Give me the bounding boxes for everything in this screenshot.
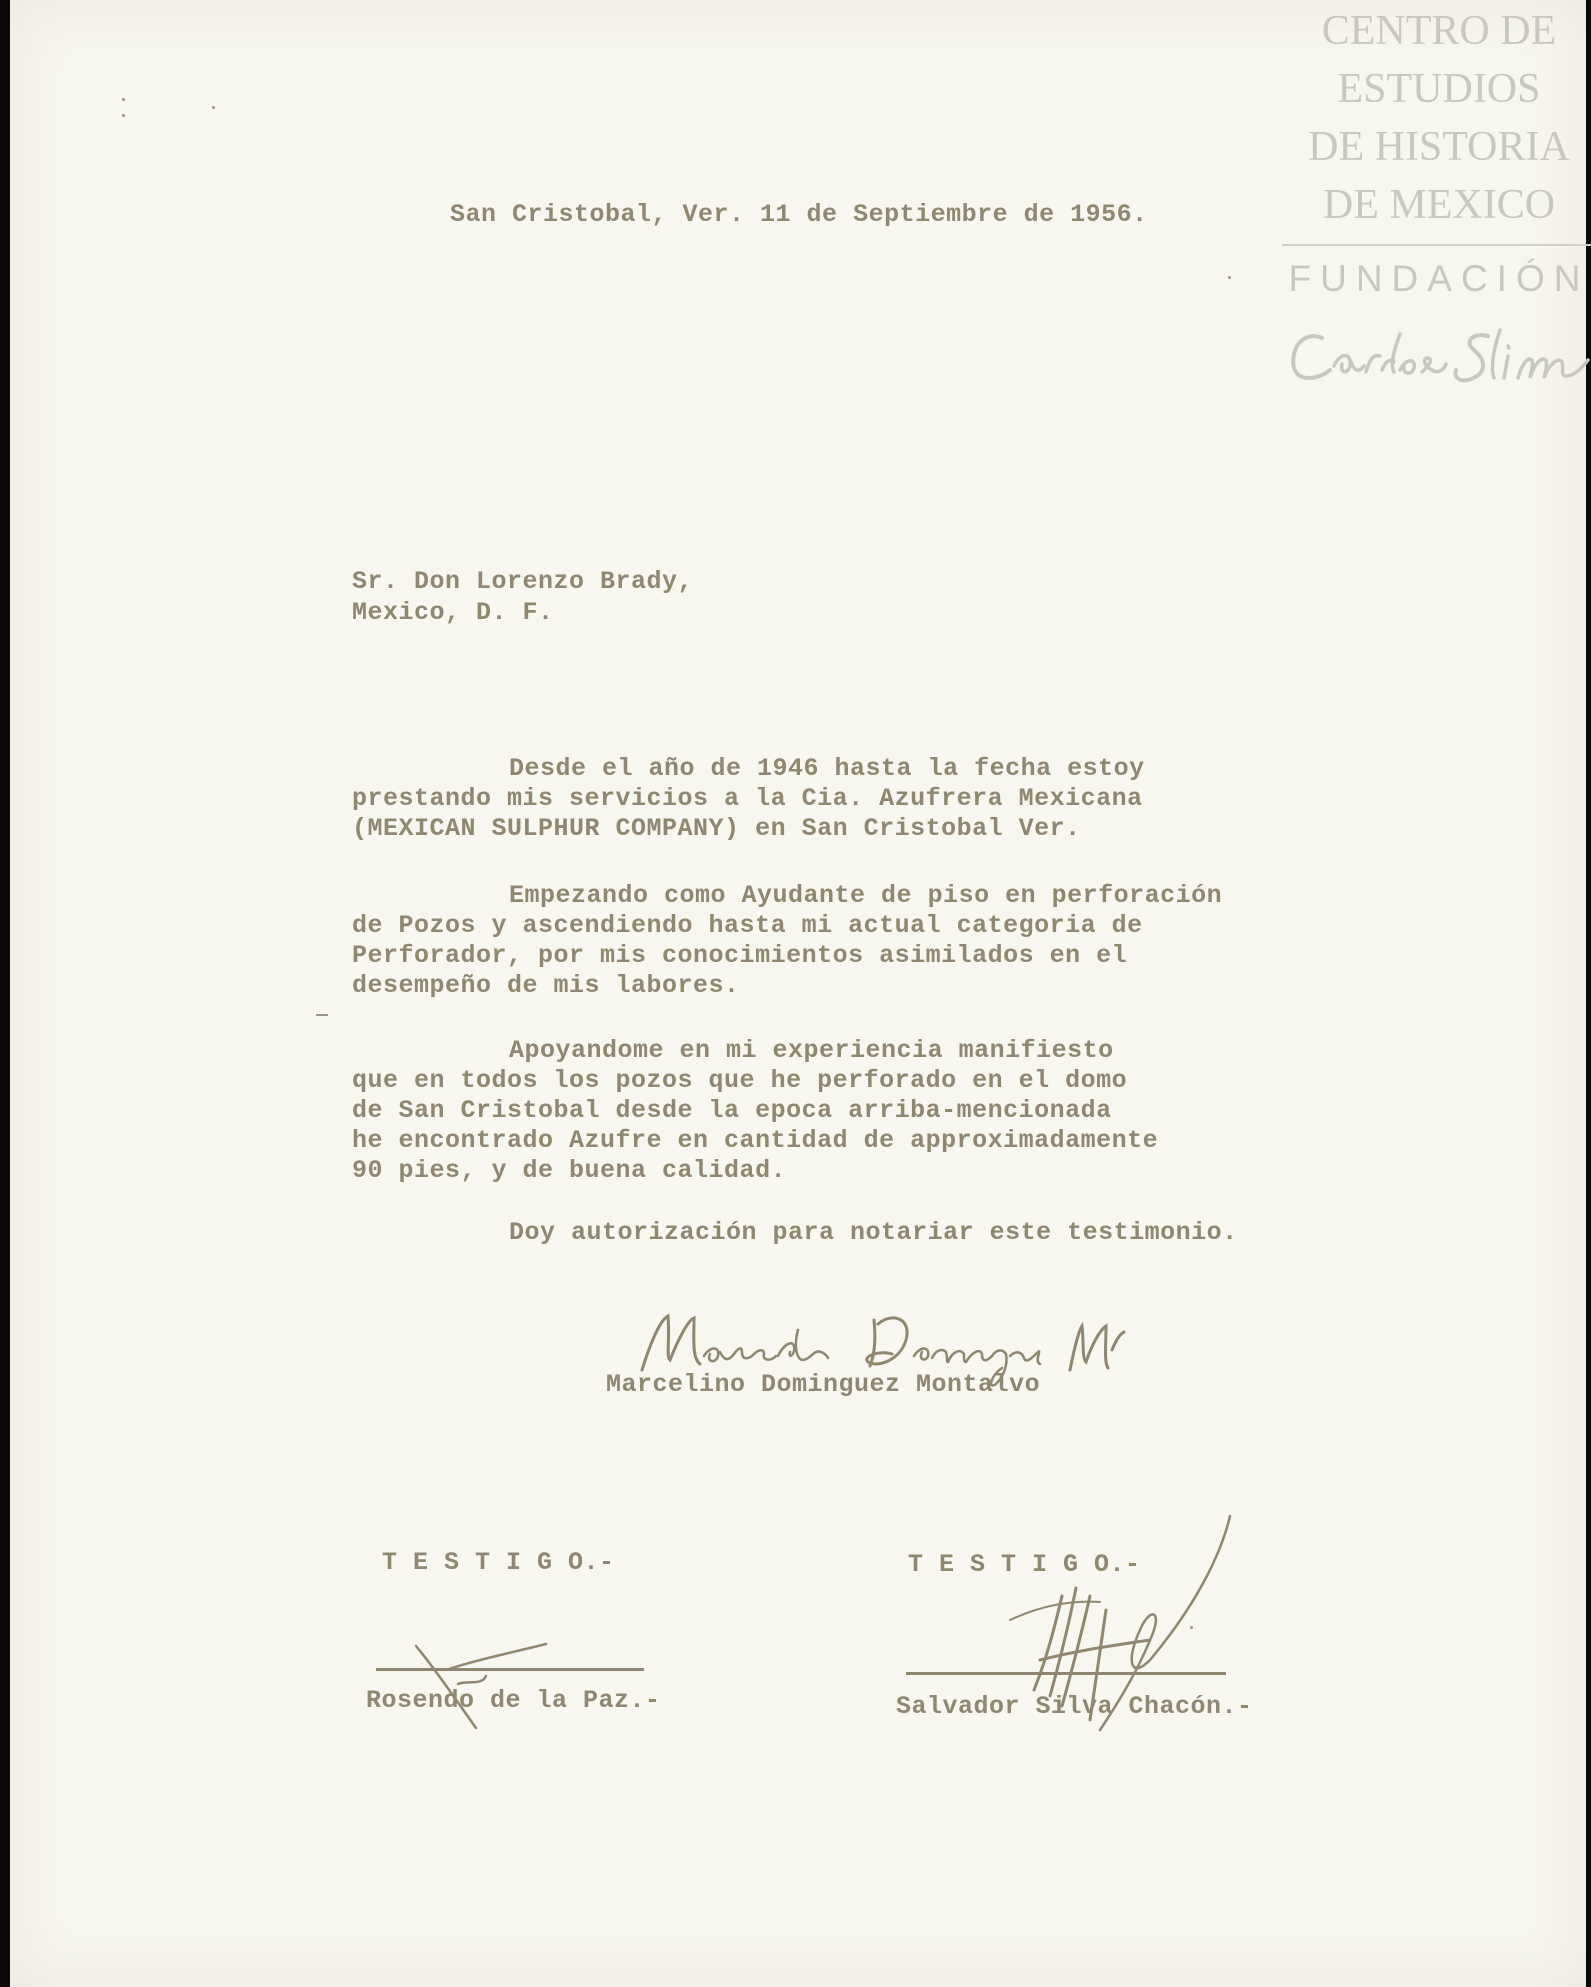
recipient-name: Sr. Don Lorenzo Brady, (352, 567, 694, 596)
paragraph-line: de Pozos y ascendiendo hasta mi actual categoria de (352, 911, 1143, 940)
letter-dateline: San Cristobal, Ver. 11 de Septiembre de 1956. (450, 200, 1148, 229)
watermark-line: CENTRO DE (1321, 8, 1557, 54)
paragraph-line: Desde el año de 1946 hasta la fecha estoy (509, 754, 1145, 783)
archive-watermark (1282, 0, 1591, 395)
paragraph-line: de San Cristobal desde la epoca arriba-mencionada (352, 1096, 1112, 1125)
document-page (10, 0, 1590, 1987)
letter-paragraph (352, 1218, 1238, 1248)
witness-label: T E S T I G O.- (908, 1550, 1141, 1579)
paragraph-line: Perforador, por mis conocimientos asimilados en el (352, 941, 1128, 970)
witness-typed-name: Rosendo de la Paz.- (366, 1686, 661, 1715)
recipient-city: Mexico, D. F. (352, 598, 554, 627)
signatory-typed-name: Marcelino Dominguez Montalvo (606, 1370, 1041, 1399)
paragraph-line: que en todos los pozos que he perforado en el domo (352, 1066, 1128, 1095)
letter-paragraph (352, 881, 1222, 1001)
paper-speck (122, 114, 125, 117)
paragraph-line: Empezando como Ayudante de piso en perforación (509, 881, 1223, 910)
paper-speck (316, 1014, 328, 1016)
paragraph-line: (MEXICAN SULPHUR COMPANY) en San Cristobal Ver. (352, 814, 1081, 843)
paragraph-line: desempeño de mis labores. (352, 971, 740, 1000)
paper-speck (212, 106, 215, 109)
watermark-line: DE HISTORIA (1308, 124, 1570, 170)
letter-paragraph (352, 754, 1145, 844)
watermark-divider (1282, 244, 1591, 246)
watermark-line: DE MEXICO (1322, 182, 1556, 228)
paragraph-line: prestando mis servicios a la Cia. Azufrera Mexicana (352, 784, 1143, 813)
witness-typed-name: Salvador Silva Chacón.- (896, 1692, 1253, 1721)
watermark-line: ESTUDIOS (1337, 66, 1541, 112)
paragraph-line: Doy autorización para notariar este testimonio. (509, 1218, 1238, 1247)
paragraph-line: he encontrado Azufre en cantidad de approximadamente (352, 1126, 1159, 1155)
letter-paragraph (352, 1036, 1158, 1186)
paper-speck (1228, 276, 1231, 279)
watermark-foundation: FUNDACIÓN (1288, 258, 1590, 299)
paragraph-line: Apoyandome en mi experiencia manifiesto (509, 1036, 1114, 1065)
watermark-signature-logo (1282, 320, 1591, 395)
witness-label: T E S T I G O.- (382, 1548, 615, 1577)
paper-speck (1190, 1626, 1193, 1629)
paragraph-line: 90 pies, y de buena calidad. (352, 1156, 787, 1185)
paper-speck (122, 98, 125, 101)
